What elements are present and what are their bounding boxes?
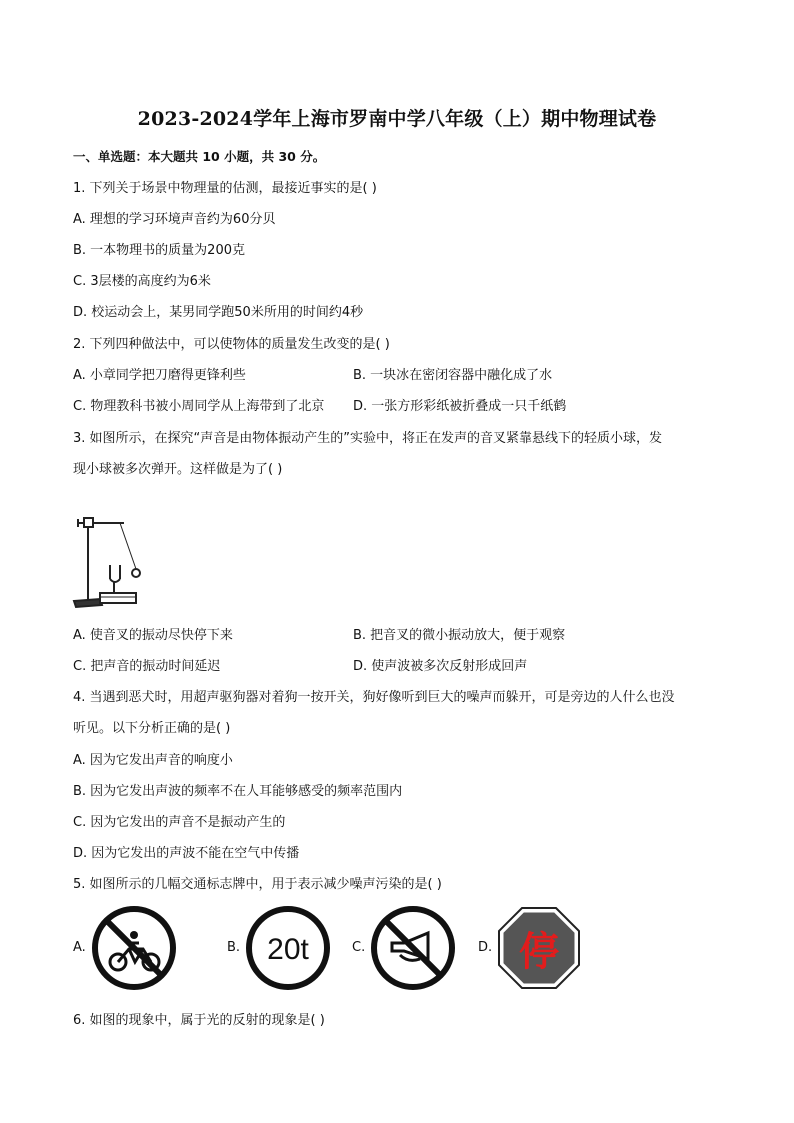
- question-1-stem: 1. 下列关于场景中物理量的估测，最接近事实的是( ): [73, 181, 377, 196]
- no-horn-sign-icon: [370, 905, 456, 991]
- weight-limit-sign-icon: [245, 905, 331, 991]
- question-5-stem: 5. 如图所示的几幅交通标志牌中，用于表示减少噪声污染的是( ): [73, 877, 442, 892]
- question-2-option-d: D. 一张方形彩纸被折叠成一只千纸鹤: [353, 399, 567, 414]
- question-3-option-b: B. 把音叉的微小振动放大，便于观察: [353, 628, 566, 643]
- question-4-stem-line-2: 听见。以下分析正确的是( ): [73, 721, 231, 736]
- sign-c-label: C.: [352, 940, 366, 955]
- question-4-option-c: C. 因为它发出的声音不是振动产生的: [73, 815, 286, 830]
- sign-a-label: A.: [73, 940, 86, 955]
- question-2-stem: 2. 下列四种做法中，可以使物体的质量发生改变的是( ): [73, 337, 390, 352]
- stop-sign-text: 停: [519, 929, 559, 975]
- question-4-option-b: B. 因为它发出声波的频率不在人耳能够感受的频率范围内: [73, 784, 403, 799]
- question-2-option-c: C. 物理教科书被小周同学从上海带到了北京: [73, 399, 325, 414]
- question-3-stem-line-2: 现小球被多次弹开。这样做是为了( ): [73, 462, 283, 477]
- tuning-fork-pendulum-figure: [70, 515, 152, 611]
- question-2-option-a: A. 小章同学把刀磨得更锋利些: [73, 368, 246, 383]
- question-3-option-a: A. 使音叉的振动尽快停下来: [73, 628, 233, 643]
- question-1-option-c: C. 3层楼的高度约为6米: [73, 274, 211, 289]
- no-bicycle-sign-icon: [91, 905, 177, 991]
- stop-sign-icon: [496, 905, 582, 991]
- weight-limit-text: 20t: [267, 933, 309, 966]
- question-3-stem-line-1: 3. 如图所示，在探究“声音是由物体振动产生的”实验中，将正在发声的音叉紧靠悬线下的轻质小球，发: [73, 431, 663, 446]
- page-title: 2023-2024学年上海市罗南中学八年级（上）期中物理试卷: [137, 108, 657, 130]
- question-4-stem-line-1: 4. 当遇到恶犬时，用超声驱狗器对着狗一按开关，狗好像听到巨大的噪声而躲开，可是旁边的人什么也没: [73, 690, 675, 705]
- sign-b-label: B.: [227, 940, 241, 955]
- question-6-stem: 6. 如图的现象中，属于光的反射的现象是( ): [73, 1013, 325, 1028]
- section-heading: 一、单选题：本大题共 10 小题，共 30 分。: [73, 149, 326, 164]
- question-3-option-c: C. 把声音的振动时间延迟: [73, 659, 221, 674]
- question-3-option-d: D. 使声波被多次反射形成回声: [353, 659, 528, 674]
- question-1-option-a: A. 理想的学习环境声音约为60分贝: [73, 212, 276, 227]
- sign-d-label: D.: [478, 940, 493, 955]
- question-4-option-d: D. 因为它发出的声波不能在空气中传播: [73, 846, 300, 861]
- question-1-option-d: D. 校运动会上，某男同学跑50米所用的时间约4秒: [73, 305, 364, 320]
- question-4-option-a: A. 因为它发出声音的响度小: [73, 753, 233, 768]
- question-2-option-b: B. 一块冰在密闭容器中融化成了水: [353, 368, 553, 383]
- question-1-option-b: B. 一本物理书的质量为200克: [73, 243, 245, 258]
